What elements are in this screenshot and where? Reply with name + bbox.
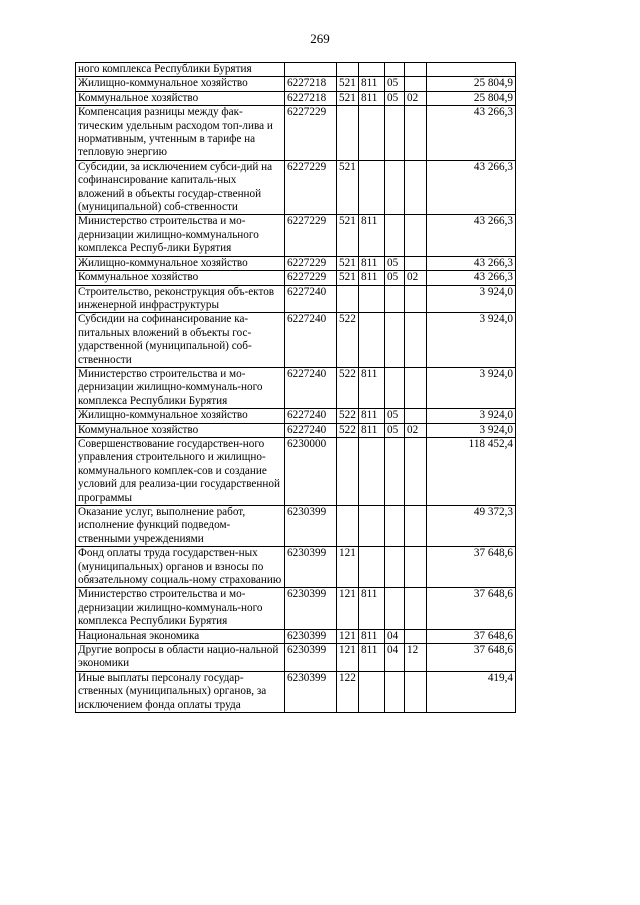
row-target-article-cell: 6227218 bbox=[285, 91, 337, 105]
table-row bbox=[76, 423, 516, 437]
row-ministry-code-cell: 811 bbox=[359, 256, 385, 270]
row-name-cell: Совершенствование государствен-ного управления строительного и жилищно-коммунального комплек-сов и создание условий для реализа-ции государственной программы bbox=[76, 437, 285, 505]
row-target-article-cell: 6227240 bbox=[285, 409, 337, 423]
row-section-cell bbox=[385, 437, 405, 505]
row-subsection-cell bbox=[405, 160, 427, 215]
row-subsection-cell: 12 bbox=[405, 644, 427, 672]
row-expense-type-cell: 521 bbox=[337, 271, 359, 285]
row-subsection-cell bbox=[405, 106, 427, 161]
row-amount-cell: 37 648,6 bbox=[427, 588, 516, 629]
row-section-cell: 05 bbox=[385, 91, 405, 105]
row-expense-type-cell: 122 bbox=[337, 671, 359, 712]
table-row bbox=[76, 256, 516, 270]
table-row bbox=[76, 285, 516, 313]
row-ministry-code-cell bbox=[359, 313, 385, 368]
row-subsection-cell bbox=[405, 285, 427, 313]
row-target-article-cell: 6230399 bbox=[285, 644, 337, 672]
table-row bbox=[76, 63, 516, 77]
row-target-article-cell: 6230399 bbox=[285, 629, 337, 643]
row-amount-cell: 25 804,9 bbox=[427, 77, 516, 91]
row-amount-cell: 118 452,4 bbox=[427, 437, 516, 505]
row-target-article-cell: 6230399 bbox=[285, 588, 337, 629]
row-amount-cell: 3 924,0 bbox=[427, 313, 516, 368]
row-section-cell bbox=[385, 63, 405, 77]
row-name-cell: Министерство строительства и мо-дернизации жилищно-коммунального комплекса Респуб-лики Бурятия bbox=[76, 215, 285, 256]
table-row bbox=[76, 588, 516, 629]
row-name-cell: Фонд оплаты труда государствен-ных (муниципальных) органов и взносы по обязательному социаль-ному страхованию bbox=[76, 547, 285, 588]
row-amount-cell: 3 924,0 bbox=[427, 285, 516, 313]
table-row bbox=[76, 644, 516, 672]
row-subsection-cell: 02 bbox=[405, 271, 427, 285]
row-section-cell bbox=[385, 160, 405, 215]
row-expense-type-cell: 522 bbox=[337, 367, 359, 408]
table-row bbox=[76, 629, 516, 643]
row-target-article-cell bbox=[285, 63, 337, 77]
row-name-cell: Жилищно-коммунальное хозяйство bbox=[76, 256, 285, 270]
row-name-cell: Субсидии на софинансирование ка-питальных вложений в объекты гос-ударственной (муниципальной) соб-ственности bbox=[76, 313, 285, 368]
row-subsection-cell bbox=[405, 437, 427, 505]
row-section-cell: 05 bbox=[385, 77, 405, 91]
row-ministry-code-cell: 811 bbox=[359, 409, 385, 423]
row-expense-type-cell: 121 bbox=[337, 644, 359, 672]
row-name-cell: Коммунальное хозяйство bbox=[76, 271, 285, 285]
table-row bbox=[76, 91, 516, 105]
row-ministry-code-cell: 811 bbox=[359, 588, 385, 629]
row-section-cell bbox=[385, 313, 405, 368]
row-expense-type-cell: 522 bbox=[337, 409, 359, 423]
row-amount-cell: 419,4 bbox=[427, 671, 516, 712]
row-amount-cell: 37 648,6 bbox=[427, 547, 516, 588]
row-subsection-cell bbox=[405, 588, 427, 629]
row-ministry-code-cell bbox=[359, 506, 385, 547]
row-expense-type-cell: 522 bbox=[337, 313, 359, 368]
table-row bbox=[76, 671, 516, 712]
row-target-article-cell: 6227229 bbox=[285, 106, 337, 161]
row-subsection-cell bbox=[405, 215, 427, 256]
row-amount-cell: 37 648,6 bbox=[427, 644, 516, 672]
row-expense-type-cell: 521 bbox=[337, 91, 359, 105]
table-row bbox=[76, 437, 516, 505]
table-row bbox=[76, 409, 516, 423]
row-section-cell bbox=[385, 367, 405, 408]
row-ministry-code-cell bbox=[359, 671, 385, 712]
row-amount-cell: 3 924,0 bbox=[427, 423, 516, 437]
row-expense-type-cell: 121 bbox=[337, 629, 359, 643]
row-target-article-cell: 6227240 bbox=[285, 285, 337, 313]
row-subsection-cell bbox=[405, 506, 427, 547]
row-expense-type-cell: 522 bbox=[337, 423, 359, 437]
row-amount-cell bbox=[427, 63, 516, 77]
table-row bbox=[76, 506, 516, 547]
row-ministry-code-cell bbox=[359, 160, 385, 215]
row-amount-cell: 43 266,3 bbox=[427, 215, 516, 256]
row-name-cell: Оказание услуг, выполнение работ, исполнение функций подведом-ственными учреждениями bbox=[76, 506, 285, 547]
row-amount-cell: 43 266,3 bbox=[427, 256, 516, 270]
row-target-article-cell: 6227229 bbox=[285, 160, 337, 215]
row-expense-type-cell bbox=[337, 506, 359, 547]
row-subsection-cell: 02 bbox=[405, 91, 427, 105]
row-section-cell bbox=[385, 547, 405, 588]
row-ministry-code-cell bbox=[359, 106, 385, 161]
row-section-cell bbox=[385, 671, 405, 712]
row-name-cell: Коммунальное хозяйство bbox=[76, 423, 285, 437]
row-ministry-code-cell bbox=[359, 547, 385, 588]
row-target-article-cell: 6227229 bbox=[285, 271, 337, 285]
table-row bbox=[76, 313, 516, 368]
budget-table-body bbox=[76, 63, 516, 713]
row-subsection-cell bbox=[405, 313, 427, 368]
row-name-cell: Министерство строительства и мо-дернизации жилищно-коммуналь-ного комплекса Республики Бурятия bbox=[76, 588, 285, 629]
table-row bbox=[76, 160, 516, 215]
row-name-cell: Иные выплаты персоналу государ-ственных (муниципальных) органов, за исключением фонда оплаты труда bbox=[76, 671, 285, 712]
row-subsection-cell bbox=[405, 409, 427, 423]
row-subsection-cell bbox=[405, 671, 427, 712]
row-ministry-code-cell bbox=[359, 63, 385, 77]
row-ministry-code-cell: 811 bbox=[359, 271, 385, 285]
row-target-article-cell: 6230399 bbox=[285, 671, 337, 712]
row-section-cell: 05 bbox=[385, 423, 405, 437]
table-row bbox=[76, 367, 516, 408]
row-target-article-cell: 6227229 bbox=[285, 215, 337, 256]
row-subsection-cell bbox=[405, 547, 427, 588]
row-name-cell: Компенсация разницы между фак-тическим удельным расходом топ-лива и нормативным, учтенным в тарифе на тепловую энергию bbox=[76, 106, 285, 161]
row-ministry-code-cell: 811 bbox=[359, 644, 385, 672]
row-target-article-cell: 6227240 bbox=[285, 367, 337, 408]
row-ministry-code-cell: 811 bbox=[359, 629, 385, 643]
table-row bbox=[76, 271, 516, 285]
row-subsection-cell bbox=[405, 256, 427, 270]
row-section-cell bbox=[385, 215, 405, 256]
row-expense-type-cell: 521 bbox=[337, 256, 359, 270]
row-amount-cell: 25 804,9 bbox=[427, 91, 516, 105]
row-ministry-code-cell bbox=[359, 437, 385, 505]
row-ministry-code-cell: 811 bbox=[359, 77, 385, 91]
row-ministry-code-cell: 811 bbox=[359, 215, 385, 256]
row-expense-type-cell bbox=[337, 437, 359, 505]
row-amount-cell: 43 266,3 bbox=[427, 106, 516, 161]
row-section-cell bbox=[385, 588, 405, 629]
row-name-cell: Строительство, реконструкция объ-ектов инженерной инфраструктуры bbox=[76, 285, 285, 313]
row-target-article-cell: 6227240 bbox=[285, 423, 337, 437]
row-name-cell: Коммунальное хозяйство bbox=[76, 91, 285, 105]
row-ministry-code-cell: 811 bbox=[359, 91, 385, 105]
row-expense-type-cell: 521 bbox=[337, 215, 359, 256]
table-row bbox=[76, 215, 516, 256]
row-name-cell: Национальная экономика bbox=[76, 629, 285, 643]
row-subsection-cell bbox=[405, 63, 427, 77]
row-amount-cell: 43 266,3 bbox=[427, 160, 516, 215]
row-expense-type-cell: 521 bbox=[337, 77, 359, 91]
row-section-cell: 05 bbox=[385, 271, 405, 285]
row-section-cell: 04 bbox=[385, 629, 405, 643]
row-amount-cell: 49 372,3 bbox=[427, 506, 516, 547]
row-target-article-cell: 6230399 bbox=[285, 547, 337, 588]
row-name-cell: Министерство строительства и мо-дернизации жилищно-коммуналь-ного комплекса Республики Бурятия bbox=[76, 367, 285, 408]
row-target-article-cell: 6227240 bbox=[285, 313, 337, 368]
row-amount-cell: 37 648,6 bbox=[427, 629, 516, 643]
row-section-cell bbox=[385, 506, 405, 547]
row-ministry-code-cell: 811 bbox=[359, 367, 385, 408]
row-amount-cell: 43 266,3 bbox=[427, 271, 516, 285]
row-expense-type-cell: 121 bbox=[337, 547, 359, 588]
row-subsection-cell: 02 bbox=[405, 423, 427, 437]
row-name-cell: ного комплекса Республики Бурятия bbox=[76, 63, 285, 77]
row-expense-type-cell: 121 bbox=[337, 588, 359, 629]
row-target-article-cell: 6230399 bbox=[285, 506, 337, 547]
row-amount-cell: 3 924,0 bbox=[427, 409, 516, 423]
row-name-cell: Жилищно-коммунальное хозяйство bbox=[76, 409, 285, 423]
table-row bbox=[76, 547, 516, 588]
row-name-cell: Субсидии, за исключением субси-дий на софинансирование капиталь-ных вложений в объекты государ-ственной (муниципальной) соб-ственности bbox=[76, 160, 285, 215]
row-expense-type-cell bbox=[337, 63, 359, 77]
row-section-cell: 04 bbox=[385, 644, 405, 672]
row-section-cell bbox=[385, 285, 405, 313]
budget-table bbox=[75, 62, 516, 713]
row-section-cell: 05 bbox=[385, 409, 405, 423]
row-subsection-cell bbox=[405, 367, 427, 408]
row-section-cell: 05 bbox=[385, 256, 405, 270]
row-expense-type-cell bbox=[337, 106, 359, 161]
row-section-cell bbox=[385, 106, 405, 161]
row-subsection-cell bbox=[405, 77, 427, 91]
row-name-cell: Жилищно-коммунальное хозяйство bbox=[76, 77, 285, 91]
table-row bbox=[76, 106, 516, 161]
row-subsection-cell bbox=[405, 629, 427, 643]
page-number: 269 bbox=[310, 31, 330, 46]
row-amount-cell: 3 924,0 bbox=[427, 367, 516, 408]
row-expense-type-cell bbox=[337, 285, 359, 313]
row-target-article-cell: 6227229 bbox=[285, 256, 337, 270]
row-ministry-code-cell: 811 bbox=[359, 423, 385, 437]
row-name-cell: Другие вопросы в области нацио-нальной экономики bbox=[76, 644, 285, 672]
table-row bbox=[76, 77, 516, 91]
row-expense-type-cell: 521 bbox=[337, 160, 359, 215]
row-target-article-cell: 6230000 bbox=[285, 437, 337, 505]
row-ministry-code-cell bbox=[359, 285, 385, 313]
row-target-article-cell: 6227218 bbox=[285, 77, 337, 91]
